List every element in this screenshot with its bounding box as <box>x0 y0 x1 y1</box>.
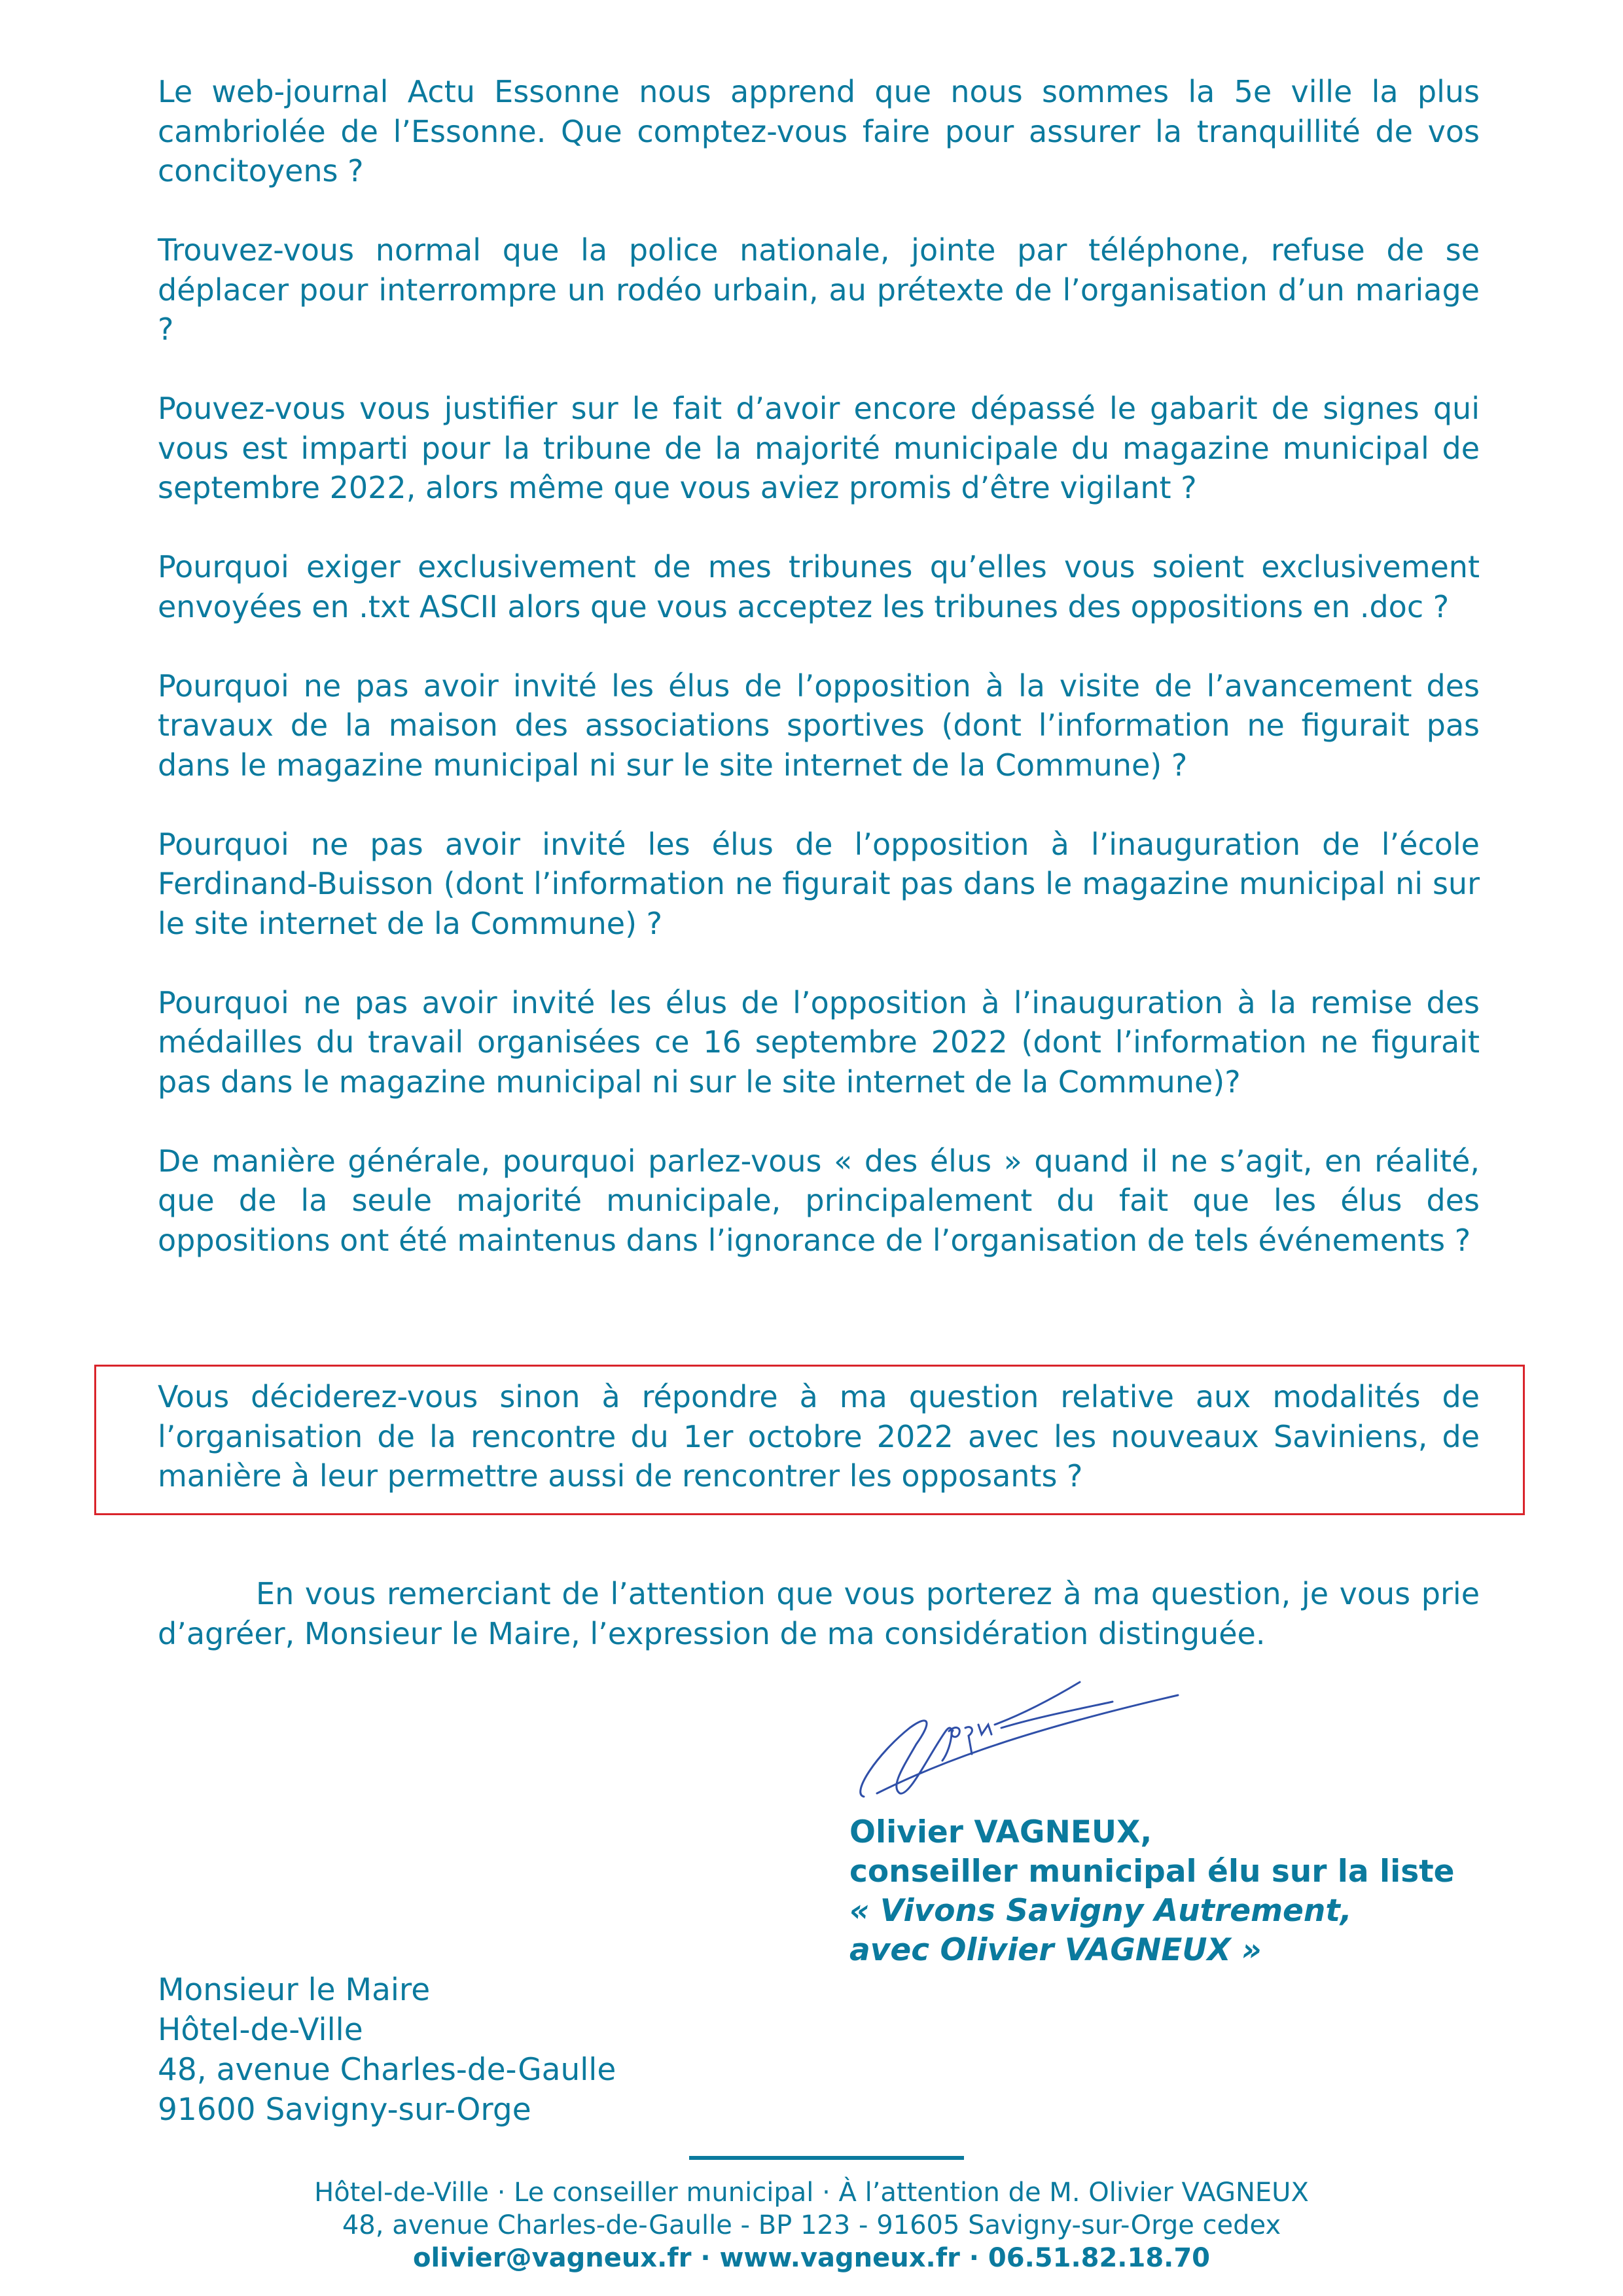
closing-paragraph: En vous remerciant de l’attention que vous porterez à ma question, je vous prie d’agréer, Monsieur le Maire, l’expression de ma considération distinguée. <box>158 1576 1480 1651</box>
paragraph: Pourquoi exiger exclusivement de mes tribunes qu’elles vous soient exclusivement envoyées en .txt ASCII alors que vous acceptez les tribunes des oppositions en .doc ? <box>158 549 1480 624</box>
signature-image <box>838 1662 1204 1806</box>
paragraph: Pouvez-vous vous justifier sur le fait d’avoir encore dépassé le gabarit de signes qui vous est imparti pour la tribune de la majorité municipale du magazine municipal de septembre 2022, alors même que vous aviez promis d’être vigilant ? <box>158 391 1480 505</box>
paragraph: Trouvez-vous normal que la police nationale, jointe par téléphone, refuse de se déplacer pour interrompre un rodéo urbain, au prétexte de l’organisation d’un mariage ? <box>158 232 1480 347</box>
paragraph: Le web-journal Actu Essonne nous apprend que nous sommes la 5e ville la plus cambriolée de l’Essonne. Que comptez-vous faire pour assurer la tranquillité de vos concitoyens ? <box>158 74 1480 188</box>
signer-name: Olivier VAGNEUX, <box>849 1814 1152 1850</box>
signer-role: conseiller municipal élu sur la liste <box>849 1854 1455 1890</box>
footer-line: Hôtel-de-Ville · Le conseiller municipal · À l’attention de M. Olivier VAGNEUX <box>314 2178 1309 2208</box>
signer-list-name-cont: avec Olivier VAGNEUX » <box>849 1932 1262 1968</box>
footer-divider <box>689 2156 964 2160</box>
recipient-address <box>158 1970 616 2130</box>
recipient-line: 48, avenue Charles-de-Gaulle <box>158 2052 616 2088</box>
paragraph: Pourquoi ne pas avoir invité les élus de l’opposition à l’inauguration à la remise des médailles du travail organisées ce 16 septembre 2022 (dont l’information ne figurait pas dans le magazine municipal ni sur le site internet de la Commune)? <box>158 984 1480 1100</box>
signer-list-name: « Vivons Savigny Autrement, <box>849 1893 1352 1929</box>
paragraph: Pourquoi ne pas avoir invité les élus de l’opposition à la visite de l’avancement des travaux de la maison des associations sportives (dont l’information ne figurait pas dans le magazine municipal ni sur le site internet de la Commune) ? <box>158 668 1480 783</box>
footer-contact: olivier@vagneux.fr · www.vagneux.fr · 06.51.82.18.70 <box>412 2243 1211 2273</box>
signer-block <box>849 1813 1455 1970</box>
recipient-line: Monsieur le Maire <box>158 1972 431 2008</box>
paragraph: De manière générale, pourquoi parlez-vous « des élus » quand il ne s’agit, en réalité, que de la seule majorité municipale, principalement du fait que les élus des oppositions ont été maintenus dans l’ignorance de l’organisation de tels événements ? <box>158 1143 1480 1258</box>
highlighted-question: Vous déciderez-vous sinon à répondre à ma question relative aux modalités de l’organisation de la rencontre du 1er octobre 2022 avec les nouveaux Saviniens, de manière à leur permettre aussi de rencontrer les opposants ? <box>158 1379 1480 1494</box>
recipient-line: Hôtel-de-Ville <box>158 2012 363 2048</box>
footer-line: 48, avenue Charles-de-Gaulle - BP 123 - 91605 Savigny-sur-Orge cedex <box>342 2210 1281 2240</box>
letter-body <box>158 72 1480 1300</box>
paragraph: Pourquoi ne pas avoir invité les élus de l’opposition à l’inauguration de l’école Ferdinand-Buisson (dont l’information ne figurait pas dans le magazine municipal ni sur le site internet de la Commune) ? <box>158 826 1480 941</box>
recipient-line: 91600 Savigny-sur-Orge <box>158 2092 531 2128</box>
footer <box>0 2176 1623 2274</box>
